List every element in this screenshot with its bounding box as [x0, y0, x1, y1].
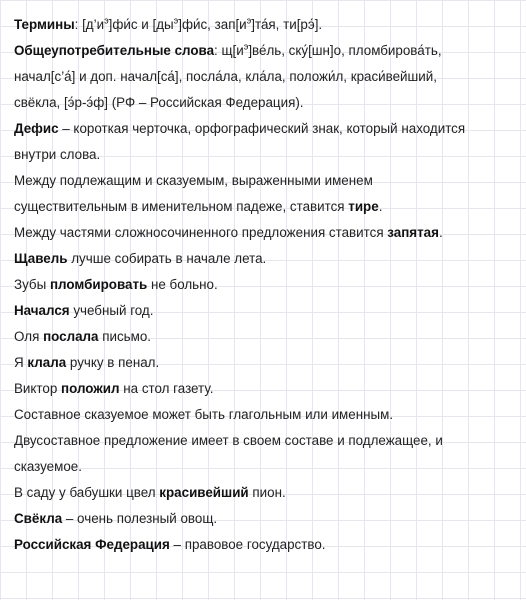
- text-line: [14, 116, 516, 142]
- superscript-mark: э: [173, 15, 179, 26]
- bold-term: послала: [43, 329, 99, 344]
- text-line: [14, 194, 516, 220]
- text-fragment: ручку в пенал.: [66, 355, 160, 370]
- text-fragment: Оля: [14, 329, 44, 344]
- bold-term: красивейший: [159, 485, 249, 500]
- bold-term: Начался: [14, 303, 70, 318]
- text-fragment: ]ве́ль, ску́[шн]о, пломбирова́ть,: [248, 43, 442, 58]
- text-line: [14, 64, 516, 90]
- bold-term: Термины: [14, 17, 75, 32]
- bold-term: Общеупотребительные слова: [14, 43, 215, 58]
- text-line: [14, 532, 516, 558]
- text-fragment: Между частями сложносочиненного предложения ставится: [14, 225, 388, 240]
- text-fragment: – правовое государство.: [169, 537, 326, 552]
- text-line: [14, 402, 516, 428]
- superscript-mark: э: [246, 15, 252, 26]
- text-line: [14, 246, 516, 272]
- text-fragment: ]фи́с и [ды: [108, 17, 174, 32]
- text-fragment: – короткая черточка, орфографический знак, который находится: [58, 121, 466, 136]
- text-fragment: лучше собирать в начале лета.: [67, 251, 267, 266]
- bold-term: Щавель: [14, 251, 68, 266]
- text-fragment: : [д’и: [74, 17, 105, 32]
- text-line: [14, 298, 516, 324]
- text-fragment: – очень полезный овощ.: [62, 511, 218, 526]
- bold-term: запятая: [387, 225, 439, 240]
- text-line: [14, 324, 516, 350]
- text-fragment: не больно.: [147, 277, 218, 292]
- text-fragment: учебный год.: [69, 303, 154, 318]
- bold-term: тире: [348, 199, 379, 214]
- bold-term: Свёкла: [14, 511, 63, 526]
- text-fragment: Между подлежащим и сказуемым, выраженными именем: [14, 173, 373, 188]
- bold-term: положил: [61, 381, 120, 396]
- text-fragment: Зубы: [14, 277, 50, 292]
- text-line: [14, 12, 516, 38]
- text-fragment: на стол газету.: [119, 381, 214, 396]
- text-fragment: письмо.: [98, 329, 152, 344]
- text-line: [14, 506, 516, 532]
- text-fragment: .: [378, 199, 383, 214]
- text-fragment: Составное сказуемое может быть глагольным или именным.: [14, 407, 394, 422]
- text-line: [14, 350, 516, 376]
- text-line: [14, 142, 516, 168]
- text-fragment: В саду у бабушки цвел: [14, 485, 160, 500]
- text-fragment: существительным в именительном падеже, ставится: [14, 199, 349, 214]
- bold-term: Российская Федерация: [14, 537, 170, 552]
- text-line: [14, 168, 516, 194]
- text-fragment: сказуемое.: [14, 459, 82, 474]
- text-fragment: Двусоставное предложение имеет в своем составе и подлежащее, и: [14, 433, 443, 448]
- text-fragment: свёкла, [э́р-э́ф] (РФ – Российская Федерация).: [14, 95, 304, 110]
- superscript-mark: э: [104, 15, 109, 26]
- text-fragment: начал[с’а́] и доп. начал[са́], посла́ла, кла́ла, положи́л, краси́вейший,: [14, 69, 437, 84]
- superscript-mark: э: [243, 41, 249, 52]
- text-fragment: .: [438, 225, 443, 240]
- bold-term: клала: [27, 355, 67, 370]
- text-line: [14, 480, 516, 506]
- text-fragment: : щ[и: [214, 43, 244, 58]
- bold-term: пломбировать: [49, 277, 148, 292]
- text-fragment: внутри слова.: [14, 147, 101, 162]
- text-line: [14, 220, 516, 246]
- text-line: [14, 38, 516, 64]
- text-fragment: ]та́я, ти[рэ́].: [251, 17, 323, 32]
- text-line: [14, 272, 516, 298]
- text-line: [14, 454, 516, 480]
- text-line: [14, 90, 516, 116]
- text-fragment: Виктор: [14, 381, 62, 396]
- text-fragment: Я: [14, 355, 28, 370]
- text-fragment: пион.: [248, 485, 286, 500]
- text-line: [14, 376, 516, 402]
- text-line: [14, 428, 516, 454]
- text-fragment: ]фи́с, зап[и: [178, 17, 247, 32]
- bold-term: Дефис: [14, 121, 59, 136]
